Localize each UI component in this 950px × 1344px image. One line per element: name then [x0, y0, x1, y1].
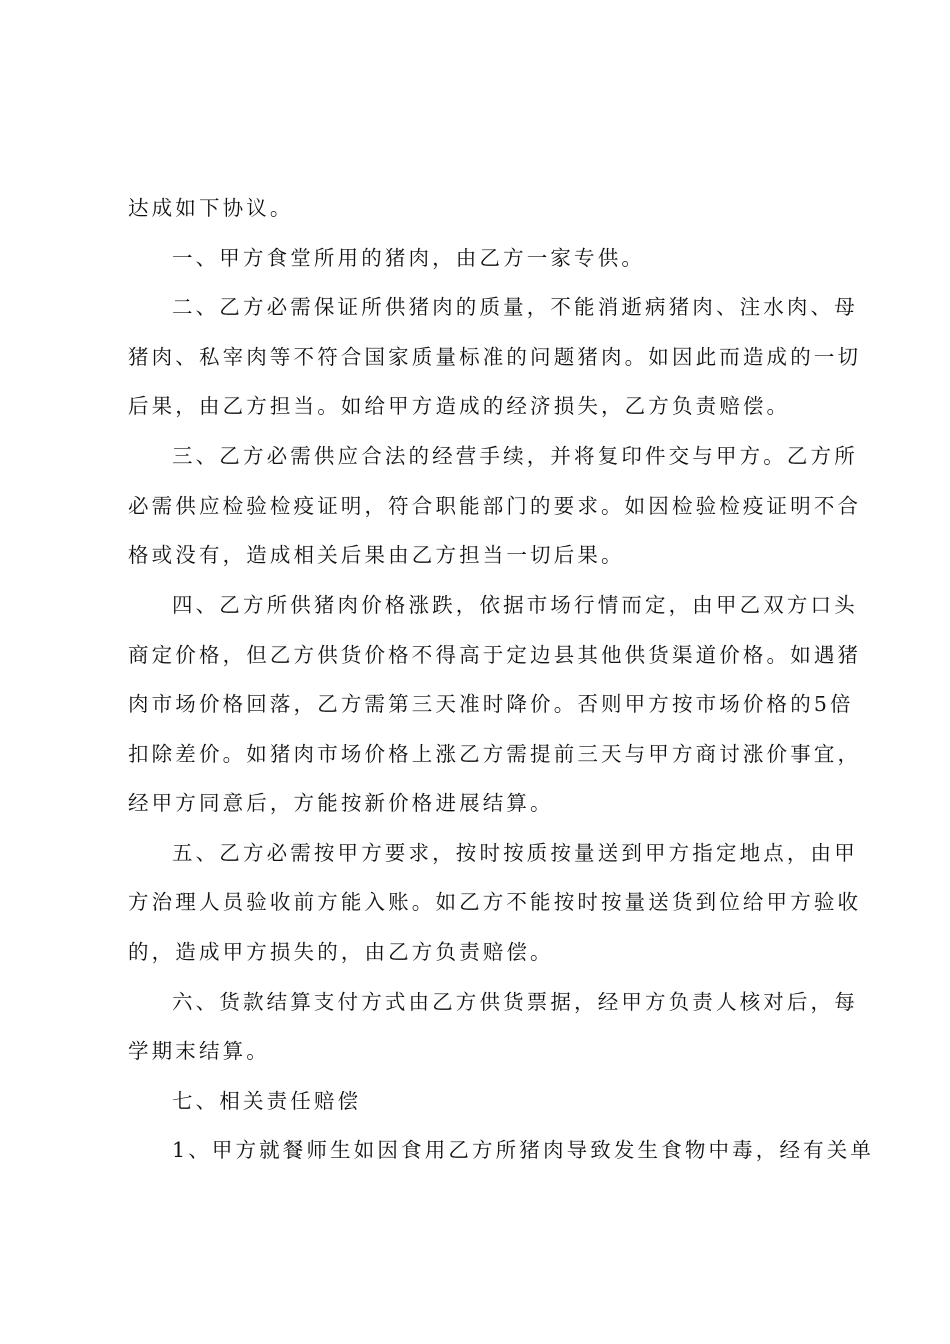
text-line: 达成如下协议。: [128, 196, 294, 220]
clause-5-line: 五、乙方必需按甲方要求，按时按质按量送到甲方指定地点，由甲: [172, 841, 858, 865]
text-line: 扣除差价。如猪肉市场价格上涨乙方需提前三天与甲方商讨涨价事宜，: [128, 742, 862, 766]
clause-6-line: 六、货款结算支付方式由乙方供货票据，经甲方负责人核对后，每: [172, 990, 858, 1014]
text-line: 必需供应检验检疫证明，符合职能部门的要求。如因检验检疫证明不合: [128, 494, 862, 518]
text-line: 商定价格，但乙方供货价格不得高于定边县其他供货渠道价格。如遇猪: [128, 643, 862, 667]
text-line: 格或没有，造成相关后果由乙方担当一切后果。: [128, 543, 625, 567]
clause-7-heading: 七、相关责任赔偿: [172, 1089, 362, 1113]
text-line: 后果，由乙方担当。如给甲方造成的经济损失，乙方负责赔偿。: [128, 394, 791, 418]
clause-1-line: 一、甲方食堂所用的猪肉，由乙方一家专供。: [172, 246, 645, 270]
text-line: 经甲方同意后，方能按新价格进展结算。: [128, 791, 554, 815]
clause-3-line: 三、乙方必需供应合法的经营手续，并将复印件交与甲方。乙方所: [172, 444, 858, 468]
text-line: 肉市场价格回落，乙方需第三天准时降价。否则甲方按市场价格的5倍: [128, 692, 854, 716]
text-line: 方治理人员验收前方能入账。如乙方不能按时按量送货到位给甲方验收: [128, 890, 862, 914]
clause-2-line: 二、乙方必需保证所供猪肉的质量，不能消逝病猪肉、注水肉、母: [172, 295, 858, 319]
text-line: 学期末结算。: [128, 1039, 270, 1063]
clause-7-item-1-line: 1、甲方就餐师生如因食用乙方所猪肉导致发生食物中毒，经有关单: [172, 1138, 875, 1162]
text-line: 猪肉、私宰肉等不符合国家质量标准的问题猪肉。如因此而造成的一切: [128, 345, 862, 369]
clause-4-line: 四、乙方所供猪肉价格涨跌，依据市场行情而定，由甲乙双方口头: [172, 593, 858, 617]
text-line: 的，造成甲方损失的，由乙方负责赔偿。: [128, 940, 554, 964]
